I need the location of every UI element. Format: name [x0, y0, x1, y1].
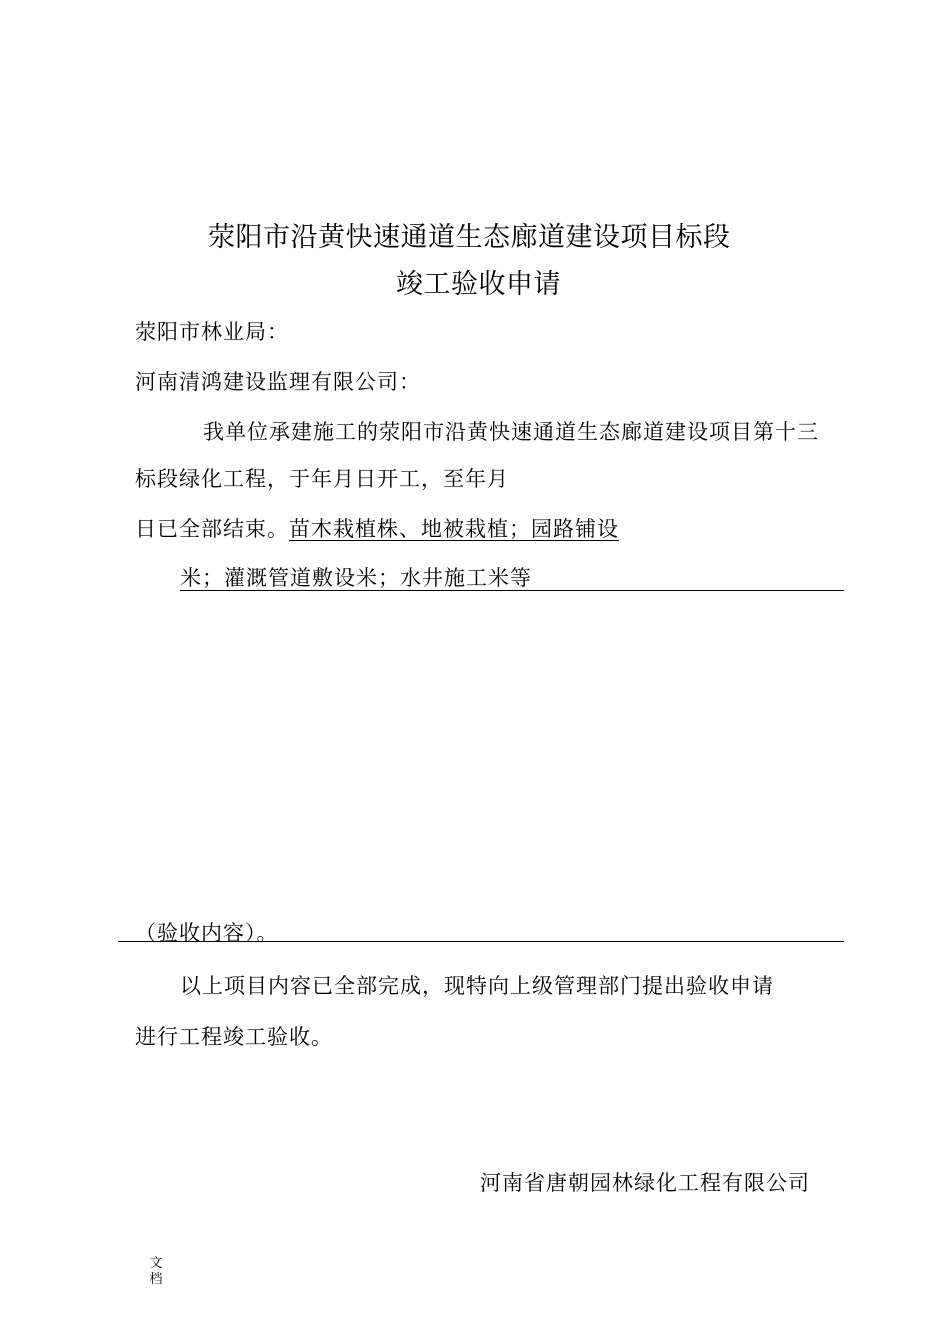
paragraph1-line4: 米；灌溉管道敷设米；水井施工米等: [180, 566, 532, 590]
document-title-line1: 荥阳市沿黄快速通道生态廊道建设项目标段: [208, 222, 731, 253]
paragraph1-line3: [135, 513, 619, 543]
recipient-supervision-company: 河南清鸿建设监理有限公司：: [135, 370, 421, 394]
underline-rule-2: [118, 941, 844, 942]
footer-mark: [148, 1256, 164, 1288]
paragraph1-line2: 标段绿化工程，于年月日开工，至年月: [135, 467, 509, 491]
completion-statement: 日已全部结束。: [135, 517, 289, 541]
paragraph2-line1: 以上项目内容已全部完成，现特向上级管理部门提出验收申请: [180, 974, 774, 998]
document-title-line2: 竣工验收申请: [396, 269, 561, 300]
work-items-underlined: 苗木栽植株、地被栽植；园路铺设: [289, 517, 619, 541]
paragraph2-line2: 进行工程竣工验收。: [135, 1025, 333, 1049]
footer-char-2: 档: [149, 1272, 163, 1287]
paragraph1-line1: 我单位承建施工的荥阳市沿黄快速通道生态廊道建设项目第十三: [203, 420, 819, 444]
recipient-forestry-bureau: 荥阳市林业局：: [135, 320, 289, 344]
acceptance-content-note: （验收内容）。: [135, 921, 279, 945]
underline-rule-1: [180, 590, 844, 591]
footer-char-1: 文: [149, 1256, 163, 1271]
signature-company: 河南省唐朝园林绿化工程有限公司: [480, 1171, 810, 1195]
